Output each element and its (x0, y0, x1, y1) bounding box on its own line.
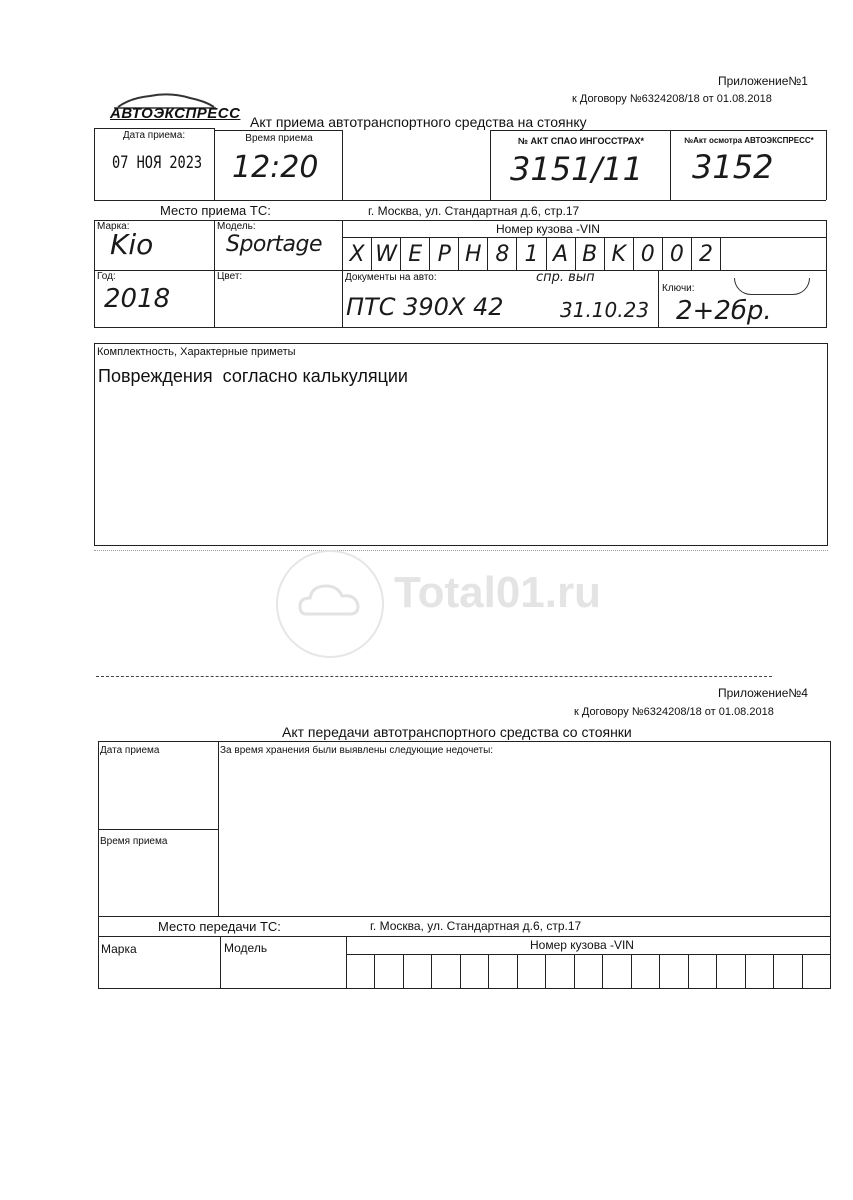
docs-note-value: спр. вып (536, 270, 595, 285)
bottom-model-label: Модель (224, 941, 268, 955)
completeness-label: Комплектность, Характерные приметы (97, 346, 296, 358)
bottom-time-label: Время приема (100, 836, 168, 847)
akt-spao-label: № АКТ СПАО ИНГОССТРАХ* (517, 136, 645, 146)
vin-char-cell: 0 (662, 237, 691, 271)
keys-label: Ключи: (662, 283, 695, 294)
model-value: Sportage (226, 232, 323, 257)
brand-label: Марка: (97, 221, 130, 232)
vin-char-cell: E (400, 237, 429, 271)
appendix-1: Приложение№1 (718, 74, 808, 88)
contract-ref-top: к Договору №6324208/18 от 01.08.2018 (572, 93, 772, 105)
vin-char-cell: 8 (487, 237, 516, 271)
vin-char-cell: X (342, 237, 371, 271)
vin-char-cell: K (604, 237, 633, 271)
date-label: Дата приема: (122, 130, 186, 141)
keys-value: 2+2бр. (676, 296, 772, 326)
vin-empty-cell (431, 954, 459, 989)
cloud-icon (278, 552, 382, 656)
vin-char-cell: P (429, 237, 458, 271)
vin-char-cell: B (575, 237, 604, 271)
bottom-place-address: г. Москва, ул. Стандартная д.6, стр.17 (370, 919, 582, 933)
vin-empty-cell (374, 954, 402, 989)
appendix-4: Приложение№4 (718, 686, 808, 700)
bottom-title: Акт передачи автотранспортного средства со стоянки (282, 724, 632, 740)
brand-value: Kio (110, 228, 154, 261)
watermark-text: Total01.ru (394, 568, 602, 617)
bottom-vin-cells (346, 954, 830, 989)
docs-label: Документы на авто: (345, 272, 437, 283)
time-value: 12:20 (232, 150, 319, 185)
vin-char-cell: A (546, 237, 575, 271)
model-label: Модель: (217, 221, 256, 232)
vin-empty-cell (716, 954, 744, 989)
vin-empty-cell (745, 954, 773, 989)
color-label: Цвет: (217, 271, 243, 282)
docs-date-value: 31.10.23 (560, 298, 650, 322)
vin-empty-cell (802, 954, 830, 989)
vin-char-cell: W (371, 237, 400, 271)
vin-empty-cell (659, 954, 687, 989)
vin-empty-cell (460, 954, 488, 989)
place-address: г. Москва, ул. Стандартная д.6, стр.17 (368, 204, 580, 218)
bottom-place-label: Место передачи ТС: (158, 919, 281, 934)
akt-osmotr-value: 3152 (692, 148, 774, 186)
place-label: Место приема ТС: (160, 203, 271, 218)
bottom-date-label: Дата приема (100, 745, 160, 756)
defects-label: За время хранения были выявлены следующие недочеты: (220, 745, 494, 756)
time-label: Время приема (245, 133, 313, 144)
bottom-brand-label: Марка (101, 942, 137, 956)
vin-empty-cell (517, 954, 545, 989)
keys-bracket (734, 278, 810, 295)
autoexpress-logo: АВТОЭКСПРЕСС (110, 90, 220, 124)
vin-empty-cell (488, 954, 516, 989)
vin-empty-cell (346, 954, 374, 989)
vin-empty-cell (545, 954, 573, 989)
vin-empty-cell (773, 954, 801, 989)
vin-empty-cell (602, 954, 630, 989)
vin-empty-cell (403, 954, 431, 989)
vin-empty-cell (631, 954, 659, 989)
date-stamp-value: 07 НОЯ 2023 (112, 153, 203, 173)
akt-osmotr-label: №Акт осмотра АВТОЭКСПРЕСС* (684, 136, 814, 145)
vin-empty-cell (688, 954, 716, 989)
bottom-vin-label: Номер кузова -VIN (530, 938, 634, 952)
vin-char-cell: 0 (633, 237, 662, 271)
contract-ref-bottom: к Договору №6324208/18 от 01.08.2018 (574, 706, 774, 718)
vin-char-cell: 1 (516, 237, 545, 271)
vin-char-cell: 2 (691, 237, 720, 271)
year-label: Год: (97, 271, 116, 282)
vin-cell-border (720, 237, 721, 271)
year-value: 2018 (104, 284, 171, 314)
vin-label: Номер кузова -VIN (496, 222, 600, 236)
watermark-logo (276, 550, 384, 658)
akt-spao-value: 3151/11 (510, 150, 643, 188)
docs-value: ПТС 390Х 42 (346, 293, 504, 321)
vin-cells (342, 237, 720, 271)
vin-empty-cell (574, 954, 602, 989)
completeness-value: Повреждения согласно калькуляции (98, 366, 408, 386)
top-title: Акт приема автотранспортного средства на стоянку (250, 114, 587, 130)
vin-char-cell: H (458, 237, 487, 271)
